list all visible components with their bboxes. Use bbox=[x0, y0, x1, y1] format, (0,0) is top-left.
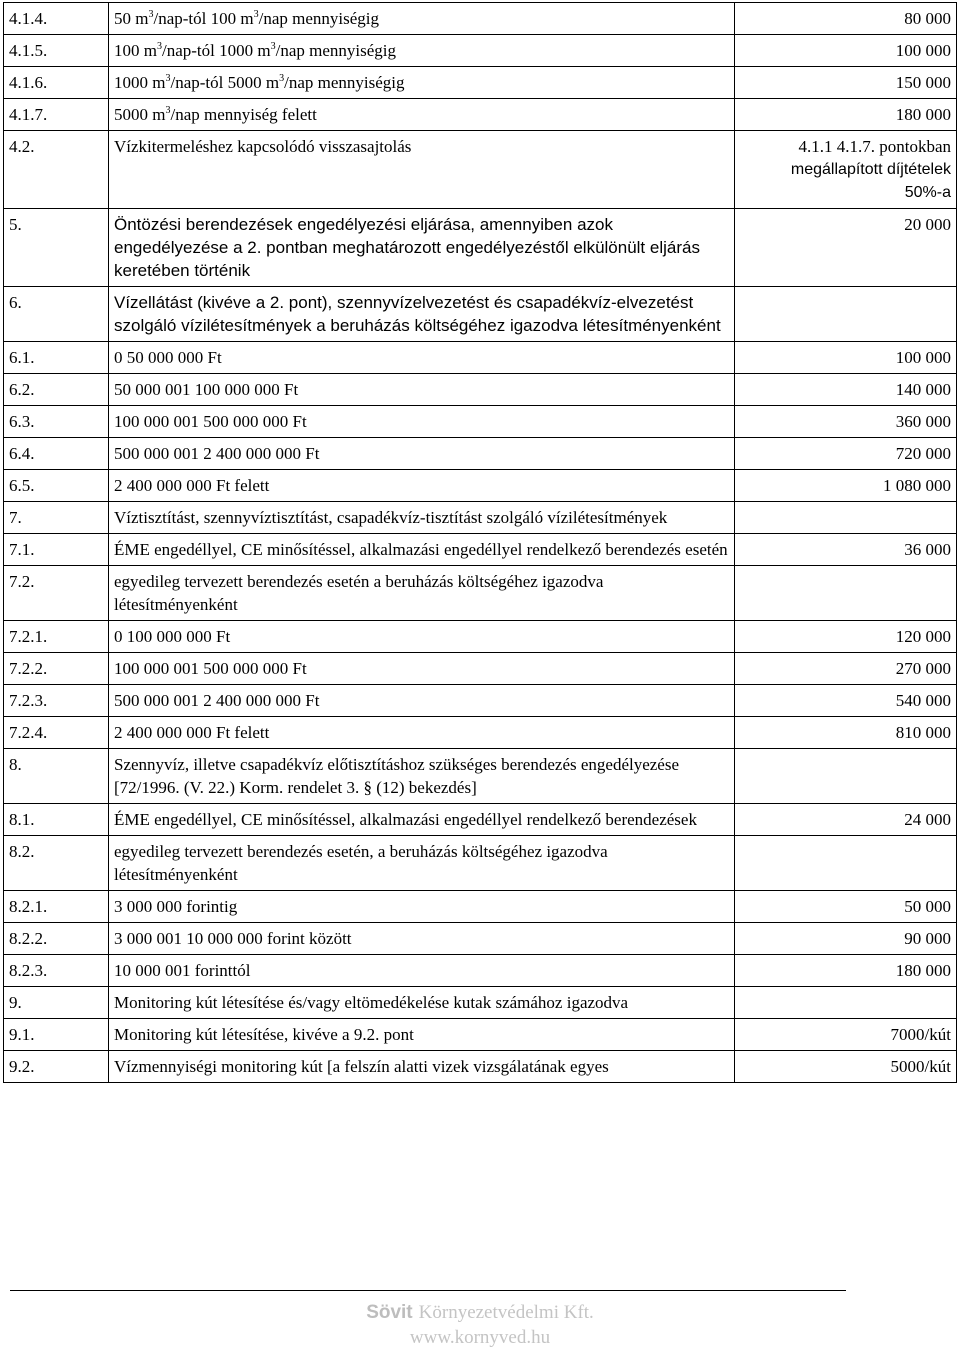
row-number: 4.1.5. bbox=[4, 35, 109, 67]
row-fee: 20 000 bbox=[735, 209, 957, 287]
table-row bbox=[4, 99, 957, 131]
row-description: 2 400 000 000 Ft felett bbox=[109, 470, 735, 502]
row-number: 4.2. bbox=[4, 131, 109, 209]
row-fee: 100 000 bbox=[735, 342, 957, 374]
row-number: 4.1.7. bbox=[4, 99, 109, 131]
table-row bbox=[4, 3, 957, 35]
table-row bbox=[4, 653, 957, 685]
table-row bbox=[4, 685, 957, 717]
row-fee bbox=[735, 749, 957, 804]
row-description: ÉME engedéllyel, CE minősítéssel, alkalmazási engedéllyel rendelkező berendezések bbox=[109, 804, 735, 836]
row-fee: 150 000 bbox=[735, 67, 957, 99]
table-row bbox=[4, 836, 957, 891]
row-fee: 50 000 bbox=[735, 891, 957, 923]
row-fee: 80 000 bbox=[735, 3, 957, 35]
row-description: Monitoring kút létesítése, kivéve a 9.2. pont bbox=[109, 1019, 735, 1051]
row-fee bbox=[735, 502, 957, 534]
row-number: 8.2. bbox=[4, 836, 109, 891]
row-description: 100 000 001 500 000 000 Ft bbox=[109, 653, 735, 685]
row-description: 2 400 000 000 Ft felett bbox=[109, 717, 735, 749]
table-row bbox=[4, 406, 957, 438]
row-fee: 1 080 000 bbox=[735, 470, 957, 502]
row-number: 7.1. bbox=[4, 534, 109, 566]
row-number: 9. bbox=[4, 987, 109, 1019]
row-number: 7. bbox=[4, 502, 109, 534]
row-description: egyedileg tervezett berendezés esetén, a beruházás költségéhez igazodva létesítményenként bbox=[109, 836, 735, 891]
row-number: 7.2.3. bbox=[4, 685, 109, 717]
row-description: 10 000 001 forinttól bbox=[109, 955, 735, 987]
row-fee bbox=[735, 566, 957, 621]
row-number: 8.2.2. bbox=[4, 923, 109, 955]
table-row bbox=[4, 67, 957, 99]
row-fee bbox=[735, 987, 957, 1019]
row-fee: 7000/kút bbox=[735, 1019, 957, 1051]
table-row bbox=[4, 374, 957, 406]
row-fee bbox=[735, 287, 957, 342]
table-row bbox=[4, 470, 957, 502]
row-number: 6.1. bbox=[4, 342, 109, 374]
row-number: 9.2. bbox=[4, 1051, 109, 1083]
table-row bbox=[4, 749, 957, 804]
row-description: egyedileg tervezett berendezés esetén a beruházás költségéhez igazodva létesítményenként bbox=[109, 566, 735, 621]
table-row bbox=[4, 209, 957, 287]
row-fee: 720 000 bbox=[735, 438, 957, 470]
table-row bbox=[4, 987, 957, 1019]
row-description: Monitoring kút létesítése és/vagy eltömedékelése kutak számához igazodva bbox=[109, 987, 735, 1019]
row-description: 50 000 001 100 000 000 Ft bbox=[109, 374, 735, 406]
row-description: Öntözési berendezések engedélyezési eljárása, amennyiben azok engedélyezése a 2. pontban meghatározott engedélyezéstől elkülönült eljárás keretében történik bbox=[109, 209, 735, 287]
row-fee: 24 000 bbox=[735, 804, 957, 836]
row-number: 6.5. bbox=[4, 470, 109, 502]
row-fee: 360 000 bbox=[735, 406, 957, 438]
row-description: 500 000 001 2 400 000 000 Ft bbox=[109, 685, 735, 717]
row-description: 3 000 000 forintig bbox=[109, 891, 735, 923]
row-fee: 90 000 bbox=[735, 923, 957, 955]
row-number: 5. bbox=[4, 209, 109, 287]
row-number: 6.2. bbox=[4, 374, 109, 406]
table-row bbox=[4, 891, 957, 923]
row-description: ÉME engedéllyel, CE minősítéssel, alkalmazási engedéllyel rendelkező berendezés esetén bbox=[109, 534, 735, 566]
row-fee: 180 000 bbox=[735, 955, 957, 987]
table-row bbox=[4, 621, 957, 653]
table-row bbox=[4, 1051, 957, 1083]
footer-brand bbox=[0, 1302, 960, 1324]
row-description: 500 000 001 2 400 000 000 Ft bbox=[109, 438, 735, 470]
row-description: 100 000 001 500 000 000 Ft bbox=[109, 406, 735, 438]
row-fee: 36 000 bbox=[735, 534, 957, 566]
company-logo: Sövit bbox=[366, 1302, 413, 1323]
row-description: Szennyvíz, illetve csapadékvíz előtisztításhoz szükséges berendezés engedélyezése [72/1996. (V. 22.) Korm. rendelet 3. § (12) bekezdés] bbox=[109, 749, 735, 804]
table-row bbox=[4, 955, 957, 987]
row-number: 8. bbox=[4, 749, 109, 804]
table-row bbox=[4, 35, 957, 67]
fee-table bbox=[3, 2, 957, 1083]
row-fee: 810 000 bbox=[735, 717, 957, 749]
row-number: 7.2.1. bbox=[4, 621, 109, 653]
footer-website: www.kornyved.hu bbox=[409, 1327, 551, 1348]
row-number: 6.3. bbox=[4, 406, 109, 438]
table-row bbox=[4, 502, 957, 534]
table-row bbox=[4, 287, 957, 342]
footer-divider bbox=[10, 1290, 846, 1291]
row-description: 3 000 001 10 000 000 forint között bbox=[109, 923, 735, 955]
table-row bbox=[4, 1019, 957, 1051]
table-row bbox=[4, 804, 957, 836]
table-row bbox=[4, 717, 957, 749]
row-description: 100 $m^3/nap$-tól 1000 $m^3$/nap mennyiségig bbox=[109, 35, 735, 67]
row-number: 6.4. bbox=[4, 438, 109, 470]
row-number: 9.1. bbox=[4, 1019, 109, 1051]
row-description: Vízmennyiségi monitoring kút [a felszín alatti vizek vizsgálatának egyes bbox=[109, 1051, 735, 1083]
row-description: 1000 $m^3/nap$-tól 5000 $m^3$/nap mennyiségig bbox=[109, 67, 735, 99]
row-description: 0 50 000 000 Ft bbox=[109, 342, 735, 374]
row-number: 7.2. bbox=[4, 566, 109, 621]
row-fee: 120 000 bbox=[735, 621, 957, 653]
company-name: Környezetvédelmi Kft. bbox=[418, 1302, 594, 1323]
table-row bbox=[4, 566, 957, 621]
row-fee: 140 000 bbox=[735, 374, 957, 406]
row-description: 50 $m^3/nap$-tól 100 $m^3$/nap mennyiségig bbox=[109, 3, 735, 35]
row-fee: 4.1.1 4.1.7. pontokban megállapított díjtételek 50%-a bbox=[735, 131, 957, 209]
row-number: 6. bbox=[4, 287, 109, 342]
row-description: Víztisztítást, szennyvíztisztítást, csapadékvíz-tisztítást szolgáló vízilétesítmények bbox=[109, 502, 735, 534]
row-description: 0 100 000 000 Ft bbox=[109, 621, 735, 653]
row-number: 4.1.6. bbox=[4, 67, 109, 99]
row-fee: 270 000 bbox=[735, 653, 957, 685]
table-row bbox=[4, 342, 957, 374]
row-description: Vízkitermeléshez kapcsolódó visszasajtolás bbox=[109, 131, 735, 209]
row-fee: 5000/kút bbox=[735, 1051, 957, 1083]
row-number: 7.2.4. bbox=[4, 717, 109, 749]
row-number: 8.2.1. bbox=[4, 891, 109, 923]
row-number: 8.1. bbox=[4, 804, 109, 836]
row-number: 4.1.4. bbox=[4, 3, 109, 35]
row-fee: 540 000 bbox=[735, 685, 957, 717]
table-row bbox=[4, 534, 957, 566]
row-fee bbox=[735, 836, 957, 891]
row-description: 5000 $m^3$/nap mennyiség felett bbox=[109, 99, 735, 131]
row-number: 7.2.2. bbox=[4, 653, 109, 685]
table-row bbox=[4, 438, 957, 470]
row-fee: 180 000 bbox=[735, 99, 957, 131]
table-row bbox=[4, 923, 957, 955]
row-fee: 100 000 bbox=[735, 35, 957, 67]
row-number: 8.2.3. bbox=[4, 955, 109, 987]
row-description: Vízellátást (kivéve a 2. pont), szennyvízelvezetést és csapadékvíz-elvezetést szolgáló vízilétesítmények a beruházás költségéhez igazodva létesítményenként bbox=[109, 287, 735, 342]
table-row bbox=[4, 131, 957, 209]
